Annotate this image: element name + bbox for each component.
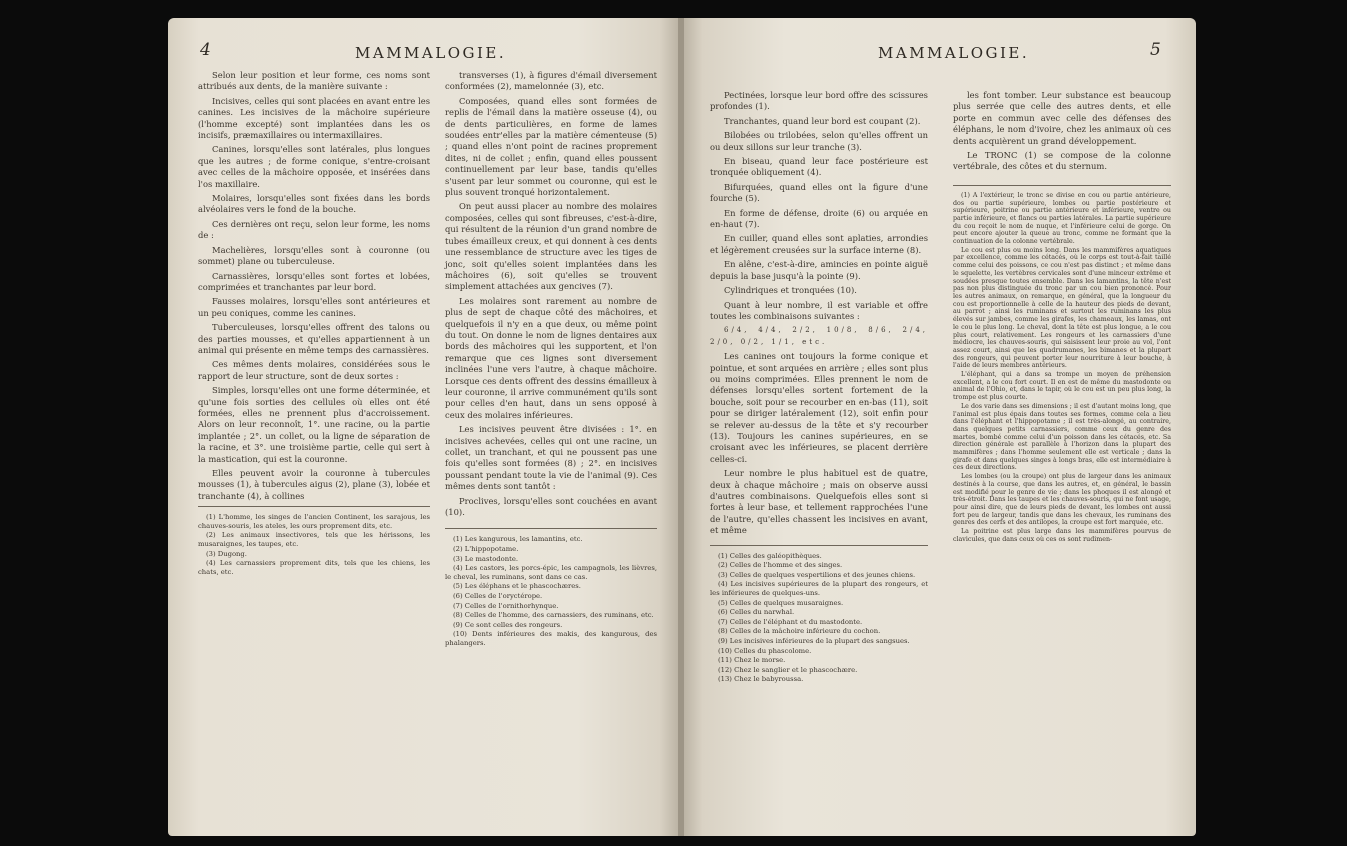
paragraph: Tuberculeuses, lorsqu'elles offrent des talons ou des parties mousses, et qu'elles appartiennent à un animal qui présente en même temps des carnassières. xyxy=(198,322,430,355)
footnote: (2) Les animaux insectivores, tels que les hérissons, les musaraignes, les taupes, etc. xyxy=(198,531,430,548)
footnote: (7) Celles de l'ornithorhynque. xyxy=(453,601,559,610)
footnote: (2) L'hippopotame. xyxy=(453,545,519,554)
paragraph: Ces dernières ont reçu, selon leur forme, les noms de : xyxy=(198,218,430,241)
footnote: (7) Celles de l'éléphant et du mastodonte. xyxy=(718,617,863,626)
footnote: (6) Celles du narwhal. xyxy=(718,608,795,617)
left-column-2 xyxy=(445,70,657,649)
paragraph: transverses (1), à figures d'émail diversement conformées (2), mamelonnée (3), etc. xyxy=(445,70,657,92)
left-col1-body xyxy=(198,70,430,502)
footnote-rule xyxy=(198,506,430,507)
footnote: (2) Celles de l'homme et des singes. xyxy=(718,561,843,570)
footnote: (1) Les kangurous, les lamantins, etc. xyxy=(453,535,583,544)
footnote: (3) Le mastodonte. xyxy=(453,554,519,563)
paragraph: Les incisives peuvent être divisées : 1°. en incisives achevées, celles qui ont une racine, un collet, un tranchant, et qui ne poussent pas une fois qu'elles sont formées (8) ; 2°. en incisives poussant pendant toute la vie de l'animal (9). Ces mêmes dents sont tantôt : xyxy=(445,424,657,492)
footnote: (11) Chez le morse. xyxy=(718,656,786,665)
paragraph: En biseau, quand leur face postérieure est tronquée obliquement (4). xyxy=(710,156,928,178)
footnote: Les lombes (ou la croupe) ont plus de largeur dans les animaux destinés à la course, que dans les autres, et, en général, le bassin est modifié pour le genre de vie ; dans les phoques il est alongé et très-étroit. Dans les taupes et les chauves-souris, qui ne font usage, pour ainsi dire, que de leurs pieds de devant, les lombes ont aussi fort peu de largeur, tandis que dans les chevaux, les ruminans des genres des cerfs et des antilopes, la croupe est fort marquée, etc. xyxy=(953,473,1171,527)
paragraph: Composées, quand elles sont formées de replis de l'émail dans la matière osseuse (4), ou de dents particulières, en forme de lames soudées entr'elles par la matière cémenteuse (5) ; quand elles n'ont point de racines proprement dites, ni de collet ; enfin, quand elles poussent continuellement par leur base, tandis qu'elles s'usent par leur sommet ou couronne, qui est le plus souvent tronqué horizontalement. xyxy=(445,95,657,198)
footnote: (4) Les carnassiers proprement dits, tels que les chiens, les chats, etc. xyxy=(198,559,430,576)
right-col1-body xyxy=(710,90,928,537)
right-col2-body xyxy=(953,90,1171,173)
footnote: (5) Les éléphans et le phascochæres. xyxy=(453,582,581,591)
right-col2-footnotes xyxy=(953,192,1171,544)
footnote: (1) A l'extérieur, le tronc se divise en cou ou partie antérieure, dos ou partie supérieure, lombes ou partie postérieure et supérieure, poitrine ou partie antérieure et inférieure, ventre ou partie inférieure, et flancs ou parties latérales. La partie supérieure du cou reçoit le nom de nuque, et l'inférieure celui de gorge. On peut encore ajouter la queue au tronc, comme ne formant que la continuation de la colonne vertébrale. xyxy=(953,191,1171,246)
footnote: La poitrine est plus large dans les mammifères pourvus de clavicules, que dans ceux où ces os sont rudimen- xyxy=(953,528,1171,543)
paragraph: En forme de défense, droite (6) ou arquée en en-haut (7). xyxy=(710,207,928,230)
footnote-rule xyxy=(445,528,657,529)
footnote: (3) Dugong. xyxy=(206,549,247,558)
paragraph: Simples, lorsqu'elles ont une forme déterminée, et qu'une fois sorties des cellules où elles ont été formées, elles ne prennent plus d'accroissement. Alors on leur reconnoît, 1°. une racine, ou la partie implantée ; 2°. un collet, ou la ligne de séparation de la racine, et 3°. une troisième partie, celle qui sert à la mastication, qui est la couronne. xyxy=(198,385,430,464)
right-column-1 xyxy=(710,90,928,685)
right-col1-footnotes xyxy=(710,552,928,684)
paragraph: Machelières, lorsqu'elles sont à couronne (ou sommet) plane ou tuberculeuse. xyxy=(198,244,430,267)
left-running-header: MAMMALOGIE. xyxy=(355,44,507,62)
footnote: (5) Celles de quelques musaraignes. xyxy=(718,598,844,607)
paragraph: Le TRONC (1) se compose de la colonne vertébrale, des côtes et du sternum. xyxy=(953,150,1171,172)
paragraph: Les molaires sont rarement au nombre de plus de sept de chaque côté des mâchoires, et quelquefois il n'y en a que deux, ou même point du tout. On donne le nom de lignes dentaires aux bords des mâchoires qui les supportent, et l'on remarque que ces lignes sont diversement inclinées l'une vers l'autre, à chaque mâchoire. Lorsque ces dents offrent des dessins émailleux à leur couronne, il arrive communément qu'ils sont pour celles d'en haut, dans un sens opposé à ceux des molaires inférieures. xyxy=(445,295,657,420)
footnote: (9) Les incisives inférieures de la plupart des sangsues. xyxy=(718,636,910,645)
right-running-header: MAMMALOGIE. xyxy=(878,44,1030,62)
paragraph: Proclives, lorsqu'elles sont couchées en avant (10). xyxy=(445,495,657,518)
paragraph: Molaires, lorsqu'elles sont fixées dans les bords alvéolaires vers le fond de la bouche. xyxy=(198,193,430,215)
paragraph: Quant à leur nombre, il est variable et offre toutes les combinaisons suivantes : xyxy=(710,299,928,321)
left-col1-footnotes xyxy=(198,513,430,576)
footnote: Le dos varie dans ses dimensions ; il est d'autant moins long, que l'animal est plus épais dans toutes ses formes, comme cela a lieu dans l'éléphant et l'hippopotame ; il est très-alongé, au contraire, dans quelques petits carnassiers, comme ceux du genre des martes, bombé comme celui d'un poisson dans les cétacés, etc. Sa direction générale est parallèle à l'horizon dans la plupart des mammifères ; dans l'homme seulement elle est verticale ; dans la girafe et dans quelques singes à longs bras, elle est intermédiaire à ces deux directions. xyxy=(953,402,1171,472)
paragraph: Les canines ont toujours la forme conique et pointue, et sont arquées en arrière ; elles sont plus ou moins comprimées. Elles prennent le nom de défenses lorsqu'elles sortent fortement de la bouche, soit pour se recourber en en-bas (11), soit pour se diriger latéralement (12), soit enfin pour se relever au-dessus de la tête et s'y recourber (13). Toujours les canines supérieures, en se croisant avec les inférieures, se placent derrière celles-ci. xyxy=(710,351,928,464)
footnote: Le cou est plus ou moins long. Dans les mammifères aquatiques par excellence, comme les cétacés, où le corps est tout-à-fait taillé comme celui des poissons, ce cou n'est pas distinct ; et même dans le squelette, les vertèbres cervicales sont d'une minceur extrême et soudées presque toutes ensemble. Dans les lamantins, la tête n'est pas non plus distinguée du tronc par un cou bien prononcé. Pour les autres animaux, on remarque, en général, que la longueur du cou est proportionnelle à celle de la hauteur des pieds de devant, au parrot ; ainsi les ruminans et surtout les ruminans les plus élevés sur jambes, comme les girafes, les chameaux, les lamas, ont le cou le plus long. Le cheval, dont la tête est plus longue, a le cou plus court, relativement. Les rongeurs et les carnassiers d'une médiocre, les chauves-souris, qui saisissent leur proie au vol, l'ont assez court, ainsi que les quadrumanes, les bimanes et la plupart des rongeurs, qui peuvent porter leur nourriture à leur bouche, à l'aide de leurs membres antérieurs. xyxy=(953,246,1171,370)
footnote: (1) L'homme, les singes de l'ancien Continent, les sarajous, les chauves-souris, les ateles, les ours proprement dits, etc. xyxy=(198,513,430,530)
left-column-1 xyxy=(198,70,430,577)
footnote-rule xyxy=(710,545,928,546)
paragraph: Incisives, celles qui sont placées en avant entre les canines. Les incisives de la mâchoire supérieure (l'homme excepté) sont implantées dans les os incisifs, præmaxillaires ou intermaxillaires. xyxy=(198,95,430,141)
right-column-2 xyxy=(953,90,1171,544)
paragraph: Tranchantes, quand leur bord est coupant (2). xyxy=(724,115,921,126)
paragraph: les font tomber. Leur substance est beaucoup plus serrée que celle des autres dents, et elle porte en commun avec celle des défenses des éléphans, le nom d'ivoire, chez les animaux où ces dents acquièrent un grand développement. xyxy=(953,90,1171,146)
book-gutter xyxy=(678,18,684,836)
footnote: (1) Celles des galéopithèques. xyxy=(718,551,822,560)
paragraph: Cylindriques et tronquées (10). xyxy=(724,285,857,296)
footnote: (9) Ce sont celles des rongeurs. xyxy=(453,620,563,629)
footnote: L'éléphant, qui a dans sa trompe un moyen de préhension excellent, a le cou fort court. Il en est de même du mastodonte ou animal de l'Ohio, et, dans le tapir, où le cou est un peu plus long, la trompe est plus courte. xyxy=(953,371,1171,402)
footnote-rule xyxy=(953,185,1171,186)
footnote: (12) Chez le sanglier et le phascochære. xyxy=(718,665,858,674)
paragraph: Carnassières, lorsqu'elles sont fortes et lobées, comprimées et tranchantes par leur bord. xyxy=(198,270,430,292)
footnote: (3) Celles de quelques vespertilions et des jeunes chiens. xyxy=(718,570,916,579)
paragraph: On peut aussi placer au nombre des molaires composées, celles qui sont fibreuses, c'est-à-dire, qui résultent de la réunion d'un grand nombre de tubes émailleux creux, et qui donnent à ces dents une ressemblance de structure avec les tiges de jonc, soit qu'elles soient implantées dans les mâchoires (6), soit qu'elles se trouvent simplement attachées aux gencives (7). xyxy=(445,201,657,292)
footnote: (6) Celles de l'oryctérope. xyxy=(453,592,543,600)
footnote: (4) Les incisives supérieures de la plupart des rongeurs, et les inférieures de quelques-uns. xyxy=(710,580,928,597)
footnote: (10) Celles du phascolome. xyxy=(718,646,812,655)
paragraph: En alêne, c'est-à-dire, amincies en pointe aiguë depuis la base jusqu'à la pointe (9). xyxy=(710,259,928,281)
paragraph: En cuiller, quand elles sont aplaties, arrondies et légèrement creusées sur la surface interne (8). xyxy=(710,233,928,255)
paragraph: Elles peuvent avoir la couronne à tubercules mousses (1), à tubercules aigus (2), plane (3), lobée et tranchante (4), à collines xyxy=(198,468,430,501)
paragraph: Bifurquées, quand elles ont la figure d'une fourche (5). xyxy=(710,181,928,204)
footnote: (13) Chez le babyroussa. xyxy=(718,675,804,684)
footnote: (8) Celles de l'homme, des carnassiers, des ruminans, etc. xyxy=(453,611,654,620)
paragraph: Leur nombre le plus habituel est de quatre, deux à chaque mâchoire ; mais on observe aussi d'autres combinaisons. Quelquefois elles sont si fortes à leur base, et tellement rapprochées l'une de l'autre, qu'elles chassent les incisives en avant, et même xyxy=(710,468,928,536)
footnote: (8) Celles de la mâchoire inférieure du cochon. xyxy=(718,627,881,636)
left-page-number: 4 xyxy=(200,40,211,60)
left-col2-footnotes xyxy=(445,535,657,647)
footnote: (10) Dents inférieures des makis, des kangurous, des phalangers. xyxy=(445,630,657,647)
paragraph: Bilobées ou trilobées, selon qu'elles offrent un ou deux sillons sur leur tranche (3). xyxy=(710,130,928,152)
paragraph: Ces mêmes dents molaires, considérées sous le rapport de leur structure, sont de deux sortes : xyxy=(198,359,430,381)
footnote: (4) Les castors, les porcs-épic, les campagnols, les lièvres, le cheval, les ruminans, sont dans ce cas. xyxy=(445,564,657,581)
left-col2-body xyxy=(445,70,657,518)
paragraph: 6/4, 4/4, 2/2, 10/8, 8/6, 2/4, 2/0, 0/2, 1/1, etc. xyxy=(710,326,928,346)
paragraph: Canines, lorsqu'elles sont latérales, plus longues que les autres ; de forme conique, s'entre-croisant avec celles de la mâchoire opposée, et insérées dans l'os maxillaire. xyxy=(198,144,430,189)
paragraph: Selon leur position et leur forme, ces noms sont attribués aux dents, de la manière suivante : xyxy=(198,70,430,92)
paragraph: Pectinées, lorsque leur bord offre des scissures profondes (1). xyxy=(710,90,928,112)
paragraph: Fausses molaires, lorsqu'elles sont antérieures et un peu coniques, comme les canines. xyxy=(198,296,430,318)
right-page-number: 5 xyxy=(1150,40,1161,60)
